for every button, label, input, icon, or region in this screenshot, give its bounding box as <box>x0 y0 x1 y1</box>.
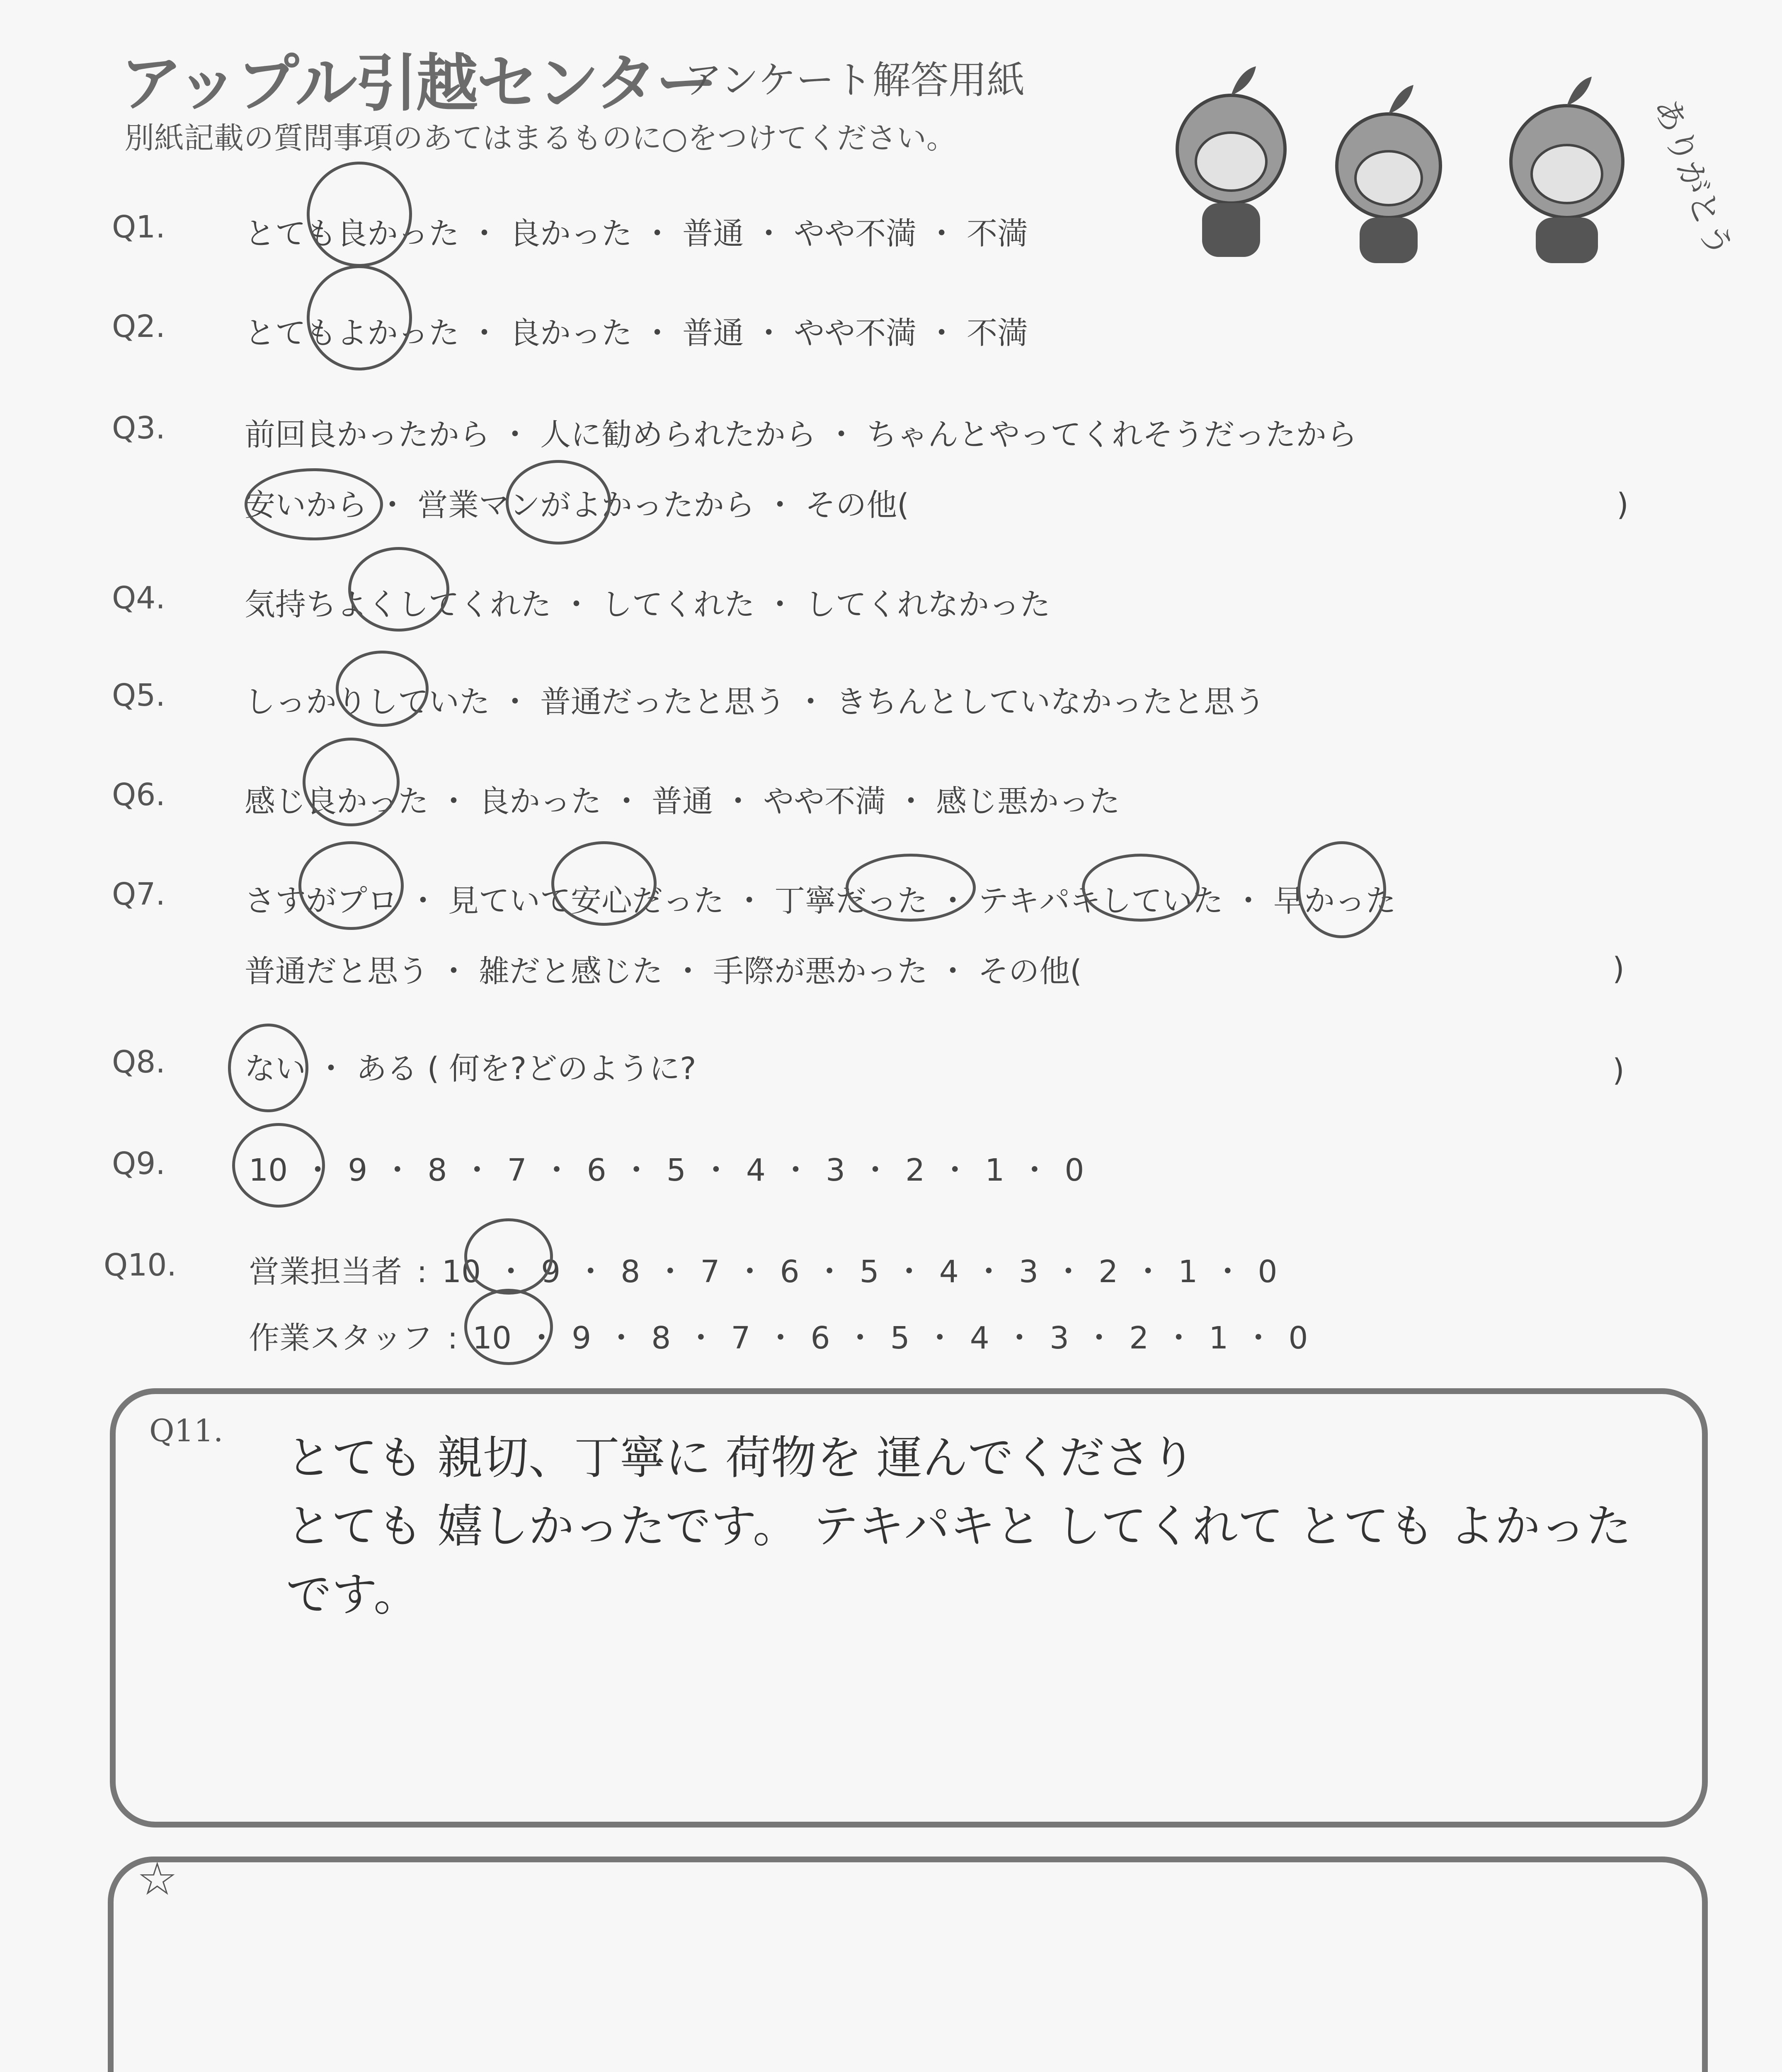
q9-scale: 10 ・ 9 ・ 8 ・ 7 ・ 6 ・ 5 ・ 4 ・ 3 ・ 2 ・ 1 ・ 0 <box>249 1152 1084 1188</box>
document-title: アップル引越センター <box>120 48 716 120</box>
q6-label: Q6. <box>112 777 165 813</box>
answer-circle-q8 <box>228 1024 308 1112</box>
mascot-illustration <box>1156 54 1740 269</box>
answer-circle-q7-teinei <box>846 854 976 922</box>
answer-circle-q6 <box>303 738 400 826</box>
instruction-text: 別紙記載の質問事項のあてはまるものに○をつけてください。 <box>124 121 956 155</box>
answer-circle-q9 <box>232 1123 325 1208</box>
q7-options-line2: 普通だと思う ・ 雑だと感じた ・ 手際が悪かった ・ その他( <box>245 954 1082 989</box>
answer-circle-q7-hayai <box>1297 841 1386 938</box>
q5-options: しっかりしていた ・ 普通だったと思う ・ きちんとしていなかったと思う <box>245 684 1266 720</box>
answer-circle-q3-sales <box>506 460 611 545</box>
q3-close-paren: ) <box>1617 487 1629 523</box>
q5-label: Q5. <box>112 678 165 713</box>
q4-label: Q4. <box>112 580 165 616</box>
q7-close-paren: ) <box>1612 951 1624 987</box>
q2-label: Q2. <box>112 309 165 344</box>
q6-options: 感じ良かった ・ 良かった ・ 普通 ・ やや不満 ・ 感じ悪かった <box>245 784 1120 819</box>
q3-options-line1: 前回良かったから ・ 人に勧められたから ・ ちゃんとやってくれそうだったから <box>245 417 1358 453</box>
answer-circle-q7-pro <box>298 841 404 930</box>
answer-circle-q7-tekipaki <box>1082 854 1200 922</box>
q3-options-line2: 安いから ・ 営業マンがよかったから ・ その他( <box>245 487 909 523</box>
q10-sales-scale: 営業担当者 : 10 ・ 9 ・ 8 ・ 7 ・ 6 ・ 5 ・ 4 ・ 3 ・ 2 ・ 1 ・ 0 <box>249 1254 1278 1290</box>
answer-circle-q1 <box>292 147 427 282</box>
q8-label: Q8. <box>112 1044 165 1080</box>
q11-comment-line-3: です。 <box>286 1568 419 1621</box>
answer-circle-q10-sales <box>464 1218 553 1295</box>
q8-close-paren: ) <box>1612 1053 1624 1088</box>
q1-options: とても良かった ・ 良かった ・ 普通 ・ やや不満 ・ 不満 <box>245 216 1028 252</box>
q11-comment-line-2: とても 嬉しかったです。 テキパキと してくれて とても よかった <box>286 1500 1632 1553</box>
document-subtitle: アンケート解答用紙 <box>684 58 1025 102</box>
star-icon: ☆ <box>137 1852 178 1905</box>
answer-circle-q2 <box>292 250 427 385</box>
q2-options: とてもよかった ・ 良かった ・ 普通 ・ やや不満 ・ 不満 <box>245 315 1028 351</box>
star-comment-box <box>108 1857 1708 2072</box>
mascot-caption: ありがとう <box>1646 93 1740 262</box>
answer-circle-q4 <box>348 547 449 632</box>
answer-circle-q5 <box>336 651 429 727</box>
q10-label: Q10. <box>104 1247 177 1283</box>
q7-label: Q7. <box>112 876 165 912</box>
answer-circle-q7-anshin <box>551 841 657 926</box>
q9-label: Q9. <box>112 1146 165 1181</box>
q1-label: Q1. <box>112 209 165 245</box>
q3-label: Q3. <box>112 410 165 446</box>
answer-circle-q3-cheap <box>245 468 383 540</box>
q8-options: ない ・ ある ( 何を?どのように? <box>245 1051 696 1087</box>
q10-staff-scale: 作業スタッフ : 10 ・ 9 ・ 8 ・ 7 ・ 6 ・ 5 ・ 4 ・ 3 ・ 2 ・ 1 ・ 0 <box>249 1320 1308 1356</box>
answer-circle-q10-staff <box>464 1289 553 1365</box>
q11-label: Q11. <box>149 1413 223 1449</box>
q7-options-line1: さすがプロ ・ 見ていて安心だった ・ 丁寧だった ・ テキパキしていた ・ 早かった <box>245 883 1397 919</box>
q11-comment-line-1: とても 親切、丁寧に 荷物を 運んでくださり <box>286 1431 1196 1484</box>
q4-options: 気持ちよくしてくれた ・ してくれた ・ してくれなかった <box>245 587 1051 622</box>
